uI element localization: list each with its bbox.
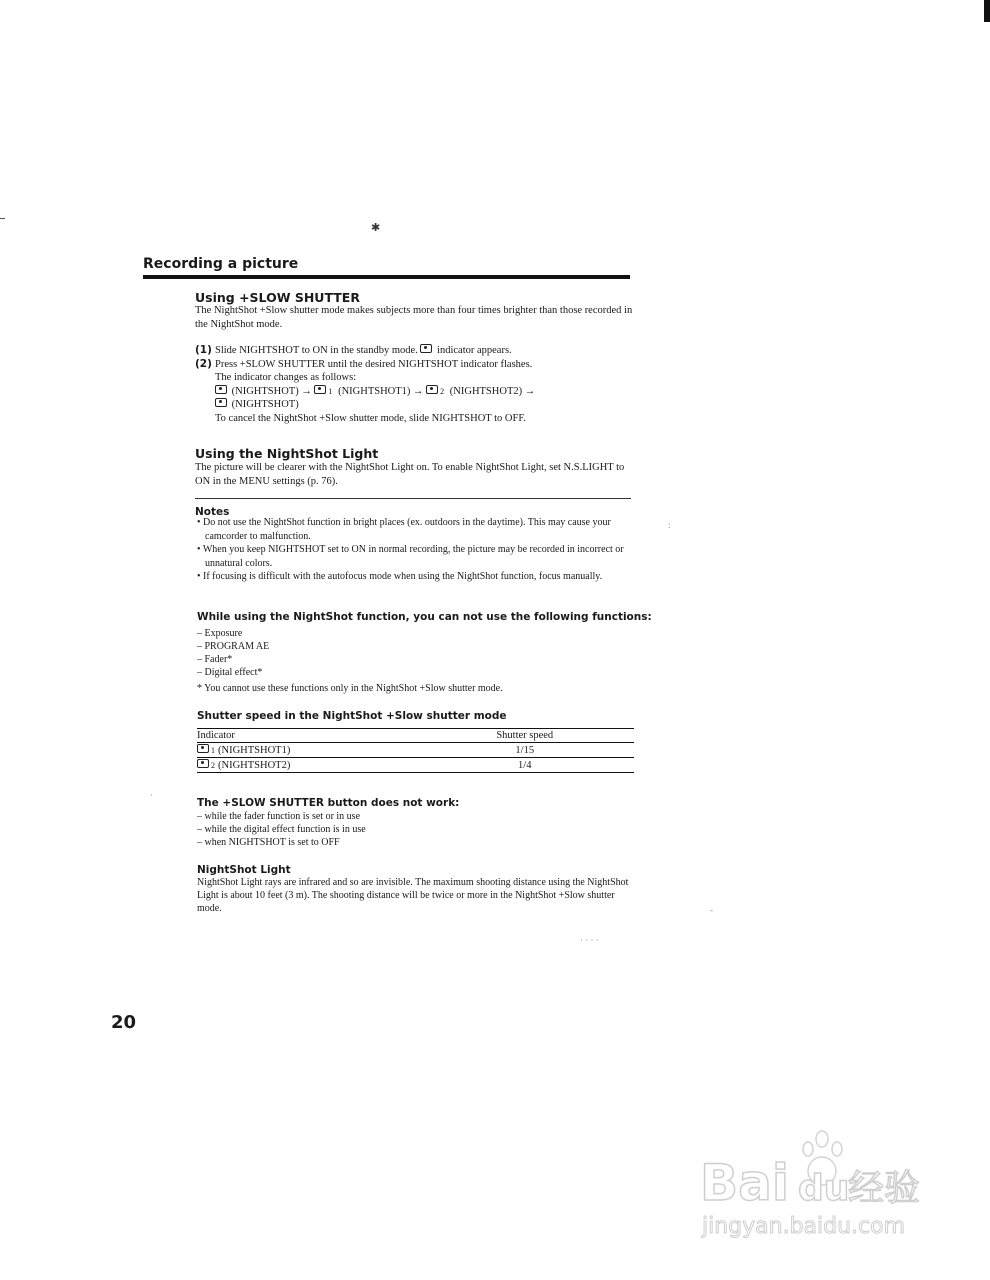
restriction-item: – PROGRAM AE — [197, 641, 270, 652]
slow-shutter-intro: The NightShot +Slow shutter mode makes subjects more than four times brighter than those recorded in the NightShot mode. — [195, 305, 633, 330]
step-1 — [195, 344, 635, 358]
notes-list — [197, 516, 637, 584]
button-not-work-heading: The +SLOW SHUTTER button does not work: — [197, 797, 460, 809]
seq-item-4: (NIGHTSHOT) — [231, 399, 299, 410]
restriction-footnote: * You cannot use these functions only in the NightShot +Slow shutter mode. — [197, 683, 503, 694]
seq-item-3: (NIGHTSHOT2) → — [449, 385, 536, 397]
table-title: Shutter speed in the NightShot +Slow shutter mode — [197, 710, 507, 722]
step-text: Press +SLOW SHUTTER until the desired NIGHTSHOT indicator flashes. — [215, 358, 533, 370]
step-number: (1) — [195, 344, 212, 356]
nightshot2-icon — [197, 759, 209, 768]
indicator-label: (NIGHTSHOT2) — [218, 760, 291, 771]
corner-scan-mark — [984, 0, 990, 22]
column-header-indicator: Indicator — [197, 730, 235, 741]
watermark-brand-du: du — [798, 1168, 850, 1209]
baidu-watermark-logo — [700, 1125, 940, 1245]
nightshot-light-text: NightShot Light rays are infrared and so are invisible. The maximum shooting distance using the NightShot Light is about 10 feet (3 m). The shooting distance will be twice or more in the NightShot +Slow shutter mode. — [197, 877, 629, 914]
watermark-brand: Bai — [700, 1154, 789, 1212]
nightshot-light-heading: NightShot Light — [197, 864, 291, 876]
step2-indicator-note: The indicator changes as follows: — [215, 372, 357, 383]
scan-speck: · · · · — [580, 935, 599, 945]
note-item: • If focusing is difficult with the autofocus mode when using the NightShot function, focus manually. — [197, 570, 637, 584]
indicator-sequence — [195, 385, 635, 399]
restriction-heading: While using the NightShot function, you can not use the following functions: — [197, 611, 652, 623]
restriction-item: – Exposure — [197, 628, 243, 639]
icon-subscript: 1 — [211, 746, 215, 755]
indicator-cell — [197, 743, 416, 758]
icon-subscript: 2 — [211, 761, 215, 770]
condition-item: – while the fader function is set or in use — [197, 811, 361, 822]
notes-heading: Notes — [195, 506, 230, 518]
step-number: (2) — [195, 357, 212, 370]
table-row — [197, 743, 634, 758]
step-text — [215, 344, 635, 358]
seq-item-2: (NIGHTSHOT1) → — [338, 385, 424, 397]
section-rule — [143, 275, 630, 279]
section-title: Recording a picture — [143, 256, 299, 272]
heading-nightshot-light: Using the NightShot Light — [195, 446, 379, 461]
restriction-item: – Fader* — [197, 654, 233, 665]
watermark-chinese: 经验 — [848, 1168, 921, 1209]
table-header-row — [197, 729, 634, 743]
nightshot-light-intro: The picture will be clearer with the NightShot Light on. To enable NightShot Light, set N.S.LIGHT to ON in the MENU settings (p. 76). — [195, 462, 625, 487]
condition-item: – while the digital effect function is in use — [197, 824, 366, 835]
icon-subscript: 2 — [440, 386, 445, 396]
condition-item: – when NIGHTSHOT is set to OFF — [197, 837, 340, 848]
restriction-item: – Digital effect* — [197, 667, 263, 678]
table-row — [197, 758, 634, 773]
nightshot1-icon — [197, 744, 209, 753]
indicator-cell — [197, 758, 416, 773]
restriction-list — [197, 627, 269, 679]
step-2 — [195, 358, 635, 372]
step1-text-a: Slide NIGHTSHOT to ON in the standby mode. — [215, 345, 418, 356]
scan-speck: : — [668, 520, 671, 530]
scan-speck: ✱ — [371, 222, 381, 234]
nightshot2-icon — [426, 385, 438, 394]
page-number: 20 — [111, 1012, 137, 1033]
step1-text-b: indicator appears. — [437, 345, 512, 356]
nightshot-icon — [215, 398, 227, 407]
indicator-sequence-end — [195, 398, 635, 412]
indicator-label: (NIGHTSHOT1) — [218, 745, 291, 756]
shutter-speed-table — [197, 728, 634, 773]
steps-list — [195, 344, 635, 425]
margin-tick — [0, 218, 5, 219]
nightshot-icon — [420, 344, 432, 353]
button-not-work-list — [197, 810, 366, 849]
note-item: • When you keep NIGHTSHOT set to ON in normal recording, the picture may be recorded in incorrect or unnatural colors. — [197, 543, 637, 570]
note-item: • Do not use the NightShot function in bright places (ex. outdoors in the daytime). This may cause your camcorder to malfunction. — [197, 516, 637, 543]
seq-item-1: (NIGHTSHOT) → — [231, 385, 312, 397]
heading-slow-shutter: Using +SLOW SHUTTER — [195, 290, 360, 305]
scan-speck: · — [150, 790, 153, 800]
speed-cell: 1/15 — [515, 744, 535, 756]
nightshot-icon — [215, 385, 227, 394]
column-header-speed: Shutter speed — [496, 730, 554, 741]
nightshot1-icon — [314, 385, 326, 394]
scan-speck: - — [710, 905, 713, 915]
cancel-instruction: To cancel the NightShot +Slow shutter mode, slide NIGHTSHOT to OFF. — [215, 412, 526, 424]
icon-subscript: 1 — [328, 386, 333, 396]
watermark-url: jingyan.baidu.com — [702, 1214, 906, 1239]
notes-rule — [195, 498, 631, 499]
speed-cell: 1/4 — [518, 759, 532, 771]
